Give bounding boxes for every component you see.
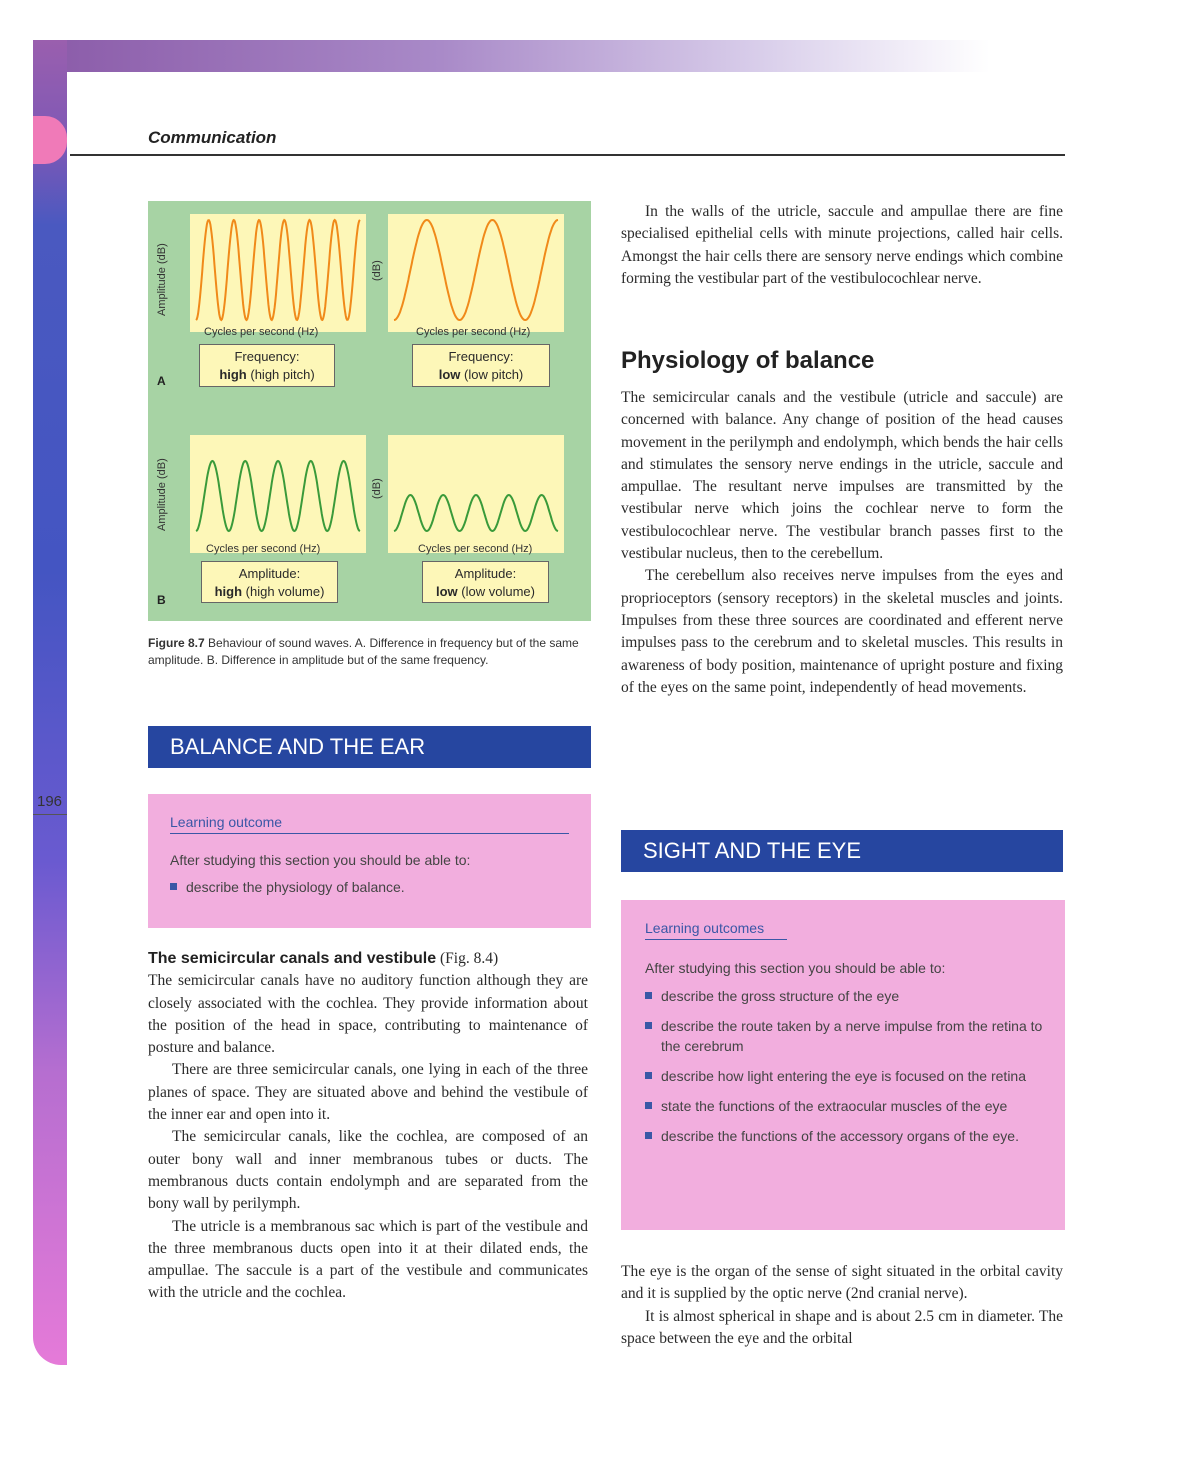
bullet-icon — [645, 1102, 652, 1109]
bullet-icon — [170, 883, 177, 890]
panel-b-right-xlabel: Cycles per second (Hz) — [418, 543, 533, 555]
figure-caption-text: Behaviour of sound waves. A. Difference in frequency but of the same amplitude. B. Difference in amplitude but of the same frequency. — [148, 636, 579, 667]
page-number: 196 — [37, 793, 63, 810]
panel-b-right-label-box — [422, 561, 549, 603]
panel-a-right-label-box — [412, 344, 550, 387]
section-heading-sight: SIGHT AND THE EYE — [621, 830, 1063, 872]
frequency-value: low (low pitch) — [438, 367, 524, 382]
frequency-value: high (high pitch) — [219, 367, 315, 382]
learning-outcome-item: describe the route taken by a nerve impulse from the retina to the cerebrum — [645, 1016, 1043, 1056]
panel-b-label: B — [157, 593, 166, 607]
balance-body-text — [148, 948, 588, 1305]
learning-outcome-box — [148, 794, 591, 928]
learning-outcome-item: describe the gross structure of the eye — [645, 986, 1043, 1006]
learning-outcome-item: describe the physiology of balance. — [170, 877, 569, 897]
panel-a-right-plot — [388, 214, 564, 332]
panel-b-left-xlabel: Cycles per second (Hz) — [206, 543, 321, 555]
frequency-label: Frequency: — [448, 349, 514, 364]
panel-a-left-plot — [190, 214, 366, 332]
learning-outcomes-rule — [645, 939, 787, 940]
bullet-icon — [645, 992, 652, 999]
frequency-label: Frequency: — [234, 349, 300, 364]
learning-outcomes-intro: After studying this section you should be able to: — [645, 960, 946, 976]
learning-outcome-rule — [170, 833, 569, 834]
paragraph: The eye is the organ of the sense of sight situated in the orbital cavity and it is supplied by the optic nerve (2nd cranial nerve). — [621, 1263, 1063, 1303]
wave-low-amplitude — [388, 435, 564, 537]
subheading-semicircular: The semicircular canals and vestibule (Fig. 8.4) — [148, 950, 499, 967]
paragraph: There are three semicircular canals, one lying in each of the three planes of space. They are situated above and behind the vestibule of the inner ear and open into it. — [148, 1061, 588, 1124]
bullet-icon — [645, 1132, 652, 1139]
paragraph: It is almost spherical in shape and is about 2.5 cm in diameter. The space between the eye and the orbital — [621, 1307, 1063, 1347]
learning-outcome-title: Learning outcome — [170, 814, 283, 830]
decorative-side-strip — [33, 40, 67, 1365]
wave-low-frequency — [388, 214, 564, 332]
panel-a-left-label-box — [199, 344, 335, 387]
eye-body-text — [621, 1261, 1063, 1350]
panel-a-label: A — [157, 374, 166, 388]
learning-outcome-item: state the functions of the extraocular muscles of the eye — [645, 1096, 1043, 1116]
figure-number: Figure 8.7 — [148, 636, 205, 650]
panel-b-left-plot — [190, 435, 366, 553]
figure-caption — [148, 635, 588, 669]
page-number-rule — [33, 814, 67, 815]
paragraph: The semicircular canals and the vestibule (utricle and saccule) are concerned with balance. Any change of position of the head causes movement in the perilymph and endolymph, which bends the hair cells and stimulates the sensory nerve endings in the utricle, saccule and ampullae. The resultant nerve impulses are transmitted by the vestibular nerve which joins the cochlear nerve to form the vestibulocochlear nerve. The vestibular branch passes first to the vestibular nucleus, then to the cerebellum. — [621, 389, 1063, 563]
learning-outcome-intro: After studying this section you should be able to: — [170, 852, 471, 868]
amplitude-label: Amplitude: — [238, 566, 301, 581]
figure-sound-waves — [148, 201, 591, 621]
wave-high-frequency — [190, 214, 366, 332]
heading-physiology-of-balance: Physiology of balance — [621, 347, 875, 374]
paragraph: The utricle is a membranous sac which is part of the vestibule and the three membranous ducts open into it at their dilated ends, the ampullae. The saccule is a part of the vestibule and communicates with the utricle and the cochlea. — [148, 1217, 588, 1302]
bullet-icon — [645, 1072, 652, 1079]
paragraph: In the walls of the utricle, saccule and ampullae there are fine specialised epithelial cells with minute projections, called hair cells. Amongst the hair cells there are sensory nerve endings which combine forming the vestibular part of the vestibulocochlear nerve. — [621, 203, 1063, 287]
panel-a-right-xlabel: Cycles per second (Hz) — [416, 326, 531, 338]
panel-a-right-ylabel: (dB) — [371, 260, 383, 281]
paragraph: The cerebellum also receives nerve impulses from the eyes and proprioceptors (sensory receptors) in the skeletal muscles and joints. Impulses from these three sources are coordinated and efferent nerve impulses pass to the cerebrum and to skeletal muscles. This results in awareness of body position, maintenance of upright posture and fixing of the eyes on the same point, independently of head movements. — [621, 567, 1063, 696]
learning-outcome-item: describe how light entering the eye is focused on the retina — [645, 1066, 1043, 1086]
learning-outcomes-box — [621, 900, 1065, 1230]
panel-b-right-plot — [388, 435, 564, 553]
physiology-body-text — [621, 387, 1063, 699]
running-head: Communication — [148, 128, 277, 147]
paragraph: The semicircular canals, like the cochlea, are composed of an outer bony wall and inner membranous tubes or ducts. The membranous ducts contain endolymph and are separated from the bony wall by perilymph. — [148, 1128, 588, 1213]
section-heading-balance: BALANCE AND THE EAR — [148, 726, 591, 768]
wave-high-amplitude — [190, 435, 366, 537]
panel-b-right-ylabel: (dB) — [371, 478, 383, 499]
learning-outcomes-title: Learning outcomes — [645, 920, 765, 936]
intro-hair-cells-text — [621, 201, 1063, 290]
header-rule — [70, 154, 1065, 156]
panel-b-left-label-box — [201, 561, 338, 603]
amplitude-label: Amplitude: — [454, 566, 517, 581]
decorative-top-band — [33, 40, 1200, 72]
panel-a-left-ylabel: Amplitude (dB) — [156, 243, 168, 316]
paragraph: The semicircular canals have no auditory function although they are closely associated with the cochlea. They provide information about the position of the head in space, contributing to maintenance of posture and balance. — [148, 972, 588, 1057]
amplitude-value: high (high volume) — [214, 584, 325, 599]
amplitude-value: low (low volume) — [436, 584, 535, 599]
learning-outcome-item: describe the functions of the accessory organs of the eye. — [645, 1126, 1043, 1146]
panel-a-left-xlabel: Cycles per second (Hz) — [204, 326, 319, 338]
bullet-icon — [645, 1022, 652, 1029]
panel-b-left-ylabel: Amplitude (dB) — [156, 458, 168, 531]
